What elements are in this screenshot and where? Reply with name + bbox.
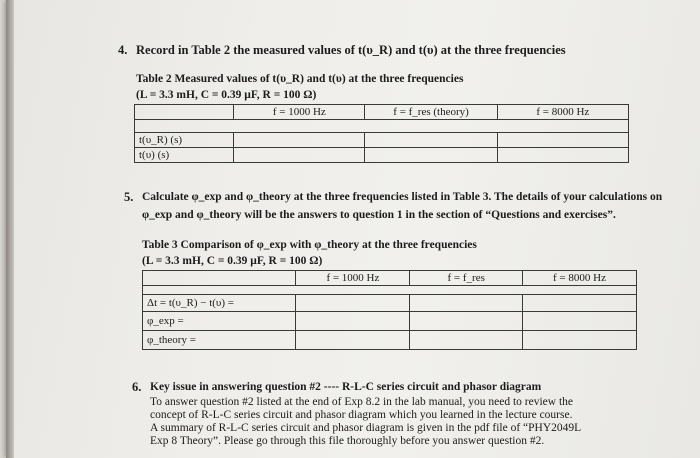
table2-cell[interactable] [497,133,628,148]
table-row [135,148,629,163]
table3-cell[interactable] [410,295,523,312]
table2-spacer-row [135,120,629,133]
table2-cell[interactable] [497,148,628,163]
table3-row-label: φ_theory = [143,331,296,350]
table2 [134,104,629,163]
table-row [143,312,637,331]
table2-header-cell: f = 8000 Hz [497,105,628,120]
table3-header-cell: f = 8000 Hz [523,271,637,286]
table3-row-label: φ_exp = [143,312,296,331]
table2-cell[interactable] [365,133,497,148]
table3-header-row [143,271,637,286]
q6-line: A summary of R-L-C series circuit and phasor diagram is given in the pdf file of “PHY2049L [150,422,582,434]
table2-row-label: t(υ_R) (s) [135,133,234,148]
table3-caption: Table 3 Comparison of φ_exp with φ_theory at the three frequencies [142,239,477,251]
q4-number: 4. [118,43,128,57]
table2-cell[interactable] [234,148,365,163]
table3-cell[interactable] [523,295,637,312]
q6-title: Key issue in answering question #2 ---- R-L-C series circuit and phasor diagram [150,381,542,393]
table-row [143,331,637,350]
document-page [6,0,700,458]
table2-cell[interactable] [365,148,497,163]
table3-cell[interactable] [410,312,523,331]
table3-spacer-row [143,286,637,295]
table2-header-cell: f = 1000 Hz [234,105,365,120]
page-edge-shadow [6,0,14,458]
table3-cell[interactable] [296,312,410,331]
table2-header-cell: f = f_res (theory) [365,105,497,120]
table3-cell[interactable] [296,331,410,350]
table3-header-cell: f = 1000 Hz [296,271,410,286]
q6-line: Exp 8 Theory”. Please go through this file thoroughly before you answer question #2. [150,435,545,447]
table3-cell[interactable] [410,331,523,350]
table3-header-cell: f = f_res [410,271,523,286]
q6-line: To answer question #2 listed at the end of Exp 8.2 in the lab manual, you need to review the [150,396,573,408]
table2-caption: Table 2 Measured values of t(υ_R) and t(υ) at the three frequencies [136,73,464,85]
q6-line: concept of R-L-C series circuit and phasor diagram which you learned in the lecture course. [150,409,573,421]
table3-row-label: Δt = t(υ_R) − t(υ) = [143,295,296,312]
table3 [142,270,637,350]
q5-line2: φ_exp and φ_theory will be the answers to question 1 in the section of “Questions and exercises”. [142,209,616,221]
table-row [135,133,629,148]
q5-line1: Calculate φ_exp and φ_theory at the three frequencies listed in Table 3. The details of your calculations on [142,191,663,203]
table2-params: (L = 3.3 mH, C = 0.39 μF, R = 100 Ω) [136,89,317,101]
table2-corner-cell [135,105,234,120]
table3-corner-cell [143,271,296,286]
table3-cell[interactable] [523,331,637,350]
table2-cell[interactable] [234,133,365,148]
table-row [143,295,637,312]
table2-row-label: t(υ) (s) [135,148,234,163]
table3-cell[interactable] [296,295,410,312]
table2-header-row [135,105,629,120]
q6-number: 6. [132,380,142,394]
table3-params: (L = 3.3 mH, C = 0.39 μF, R = 100 Ω) [142,255,323,267]
q5-number: 5. [124,190,134,204]
q4-text: Record in Table 2 the measured values of t(υ_R) and t(υ) at the three frequencies [136,43,566,57]
table3-cell[interactable] [523,312,637,331]
